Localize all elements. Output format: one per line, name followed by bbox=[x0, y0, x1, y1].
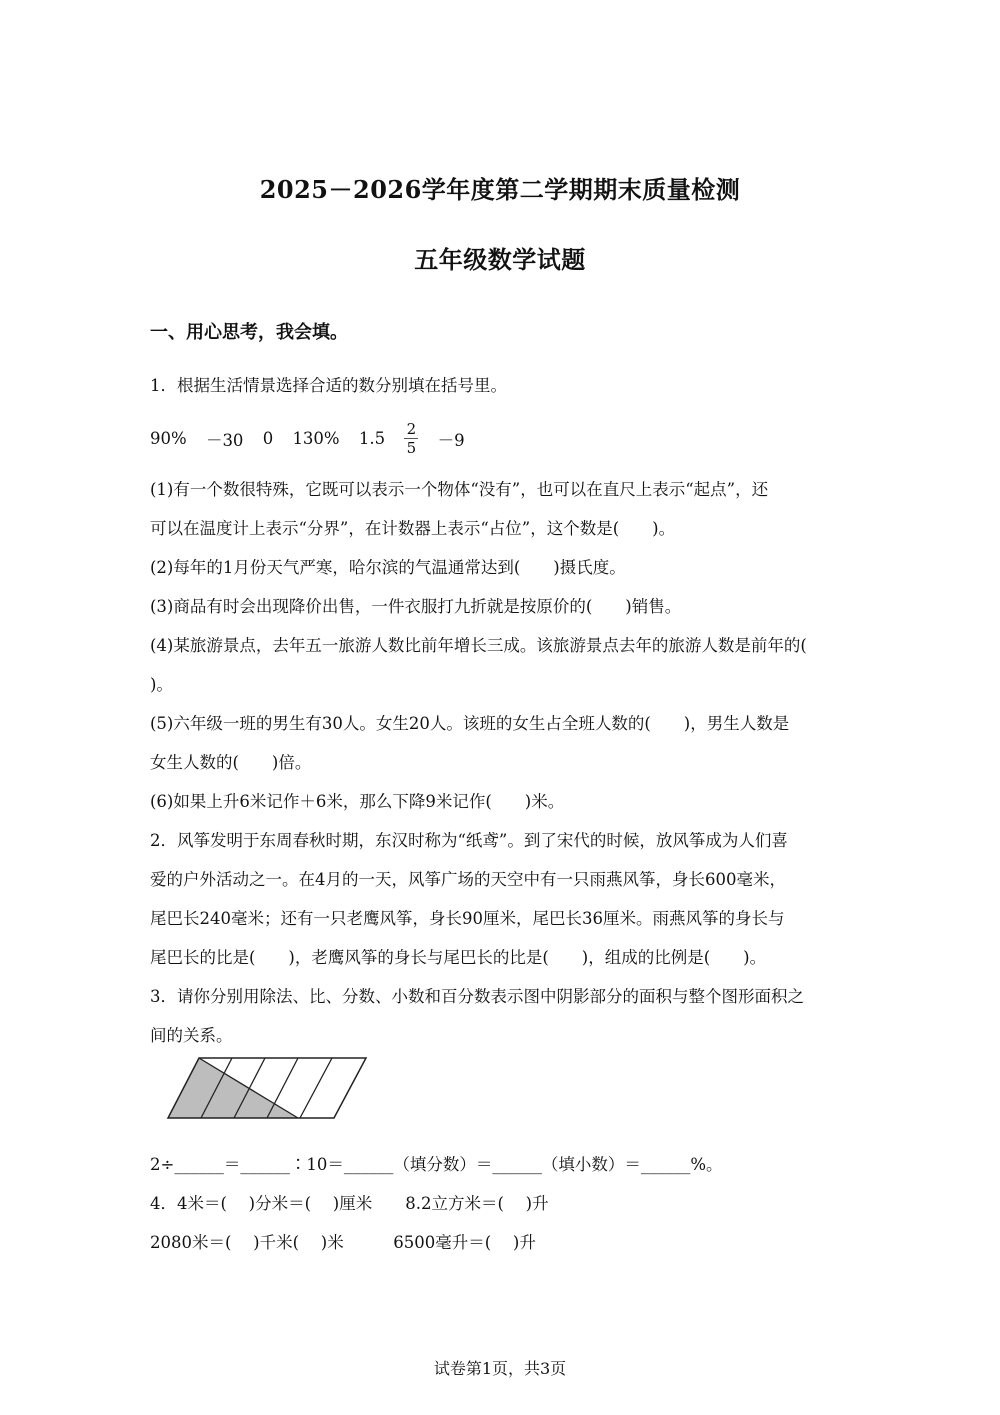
q3-line: 3．请你分别用除法、比、分数、小数和百分数表示图中阴影部分的面积与整个图形面积之 bbox=[150, 987, 804, 1006]
q1-number-options bbox=[150, 420, 479, 456]
option-number: 90% bbox=[150, 429, 187, 448]
q4-line: 4．4米＝( )分米＝( )厘米 8.2立方米＝( )升 bbox=[150, 1194, 549, 1213]
q2-line: 尾巴长的比是( )，老鹰风筝的身长与尾巴长的比是( )，组成的比例是( )。 bbox=[150, 948, 767, 967]
q1-prompt: 1．根据生活情景选择合适的数分别填在括号里。 bbox=[150, 376, 507, 395]
divider-line bbox=[300, 1058, 332, 1118]
q1-line: (1)有一个数很特殊，它既可以表示一个物体“没有”，也可以在直尺上表示“起点”，还 bbox=[150, 480, 769, 499]
q1-line: 可以在温度计上表示“分界”，在计数器上表示“占位”，这个数是( )。 bbox=[150, 519, 676, 538]
q1-line: (2)每年的1月份天气严寒，哈尔滨的气温通常达到( )摄氏度。 bbox=[150, 558, 626, 577]
exam-title: 2025－2026学年度第二学期期末质量检测 bbox=[259, 175, 741, 204]
option-number: 0 bbox=[262, 429, 274, 448]
option-number: 130% bbox=[292, 429, 340, 448]
option-number: －30 bbox=[205, 430, 244, 450]
q1-line: (3)商品有时会出现降价出售，一件衣服打九折就是按原价的( )销售。 bbox=[150, 597, 682, 616]
option-fraction bbox=[404, 420, 418, 457]
q1-line: (5)六年级一班的男生有30人。女生20人。该班的女生占全班人数的( )，男生人数是 bbox=[150, 714, 790, 733]
q1-line: (4)某旅游景点，去年五一旅游人数比前年增长三成。该旅游景点去年的旅游人数是前年的( bbox=[150, 636, 807, 655]
fraction-denominator: 5 bbox=[406, 439, 417, 457]
q1-line: (6)如果上升6米记作＋6米，那么下降9米记作( )米。 bbox=[150, 792, 565, 811]
q1-line: 女生人数的( )倍。 bbox=[150, 753, 312, 772]
option-number: 1.5 bbox=[358, 429, 386, 448]
q2-line: 尾巴长240毫米；还有一只老鹰风筝，身长90厘米，尾巴长36厘米。雨燕风筝的身长与 bbox=[150, 909, 785, 928]
shaded-parallelogram-figure bbox=[166, 1056, 368, 1120]
exam-subtitle: 五年级数学试题 bbox=[414, 245, 586, 274]
page-footer: 试卷第1页，共3页 bbox=[433, 1359, 567, 1378]
fraction-numerator: 2 bbox=[406, 420, 417, 438]
shaded-region bbox=[168, 1058, 298, 1118]
option-number: －9 bbox=[437, 430, 465, 450]
q2-line: 2．风筝发明于东周春秋时期，东汉时称为“纸鸢”。到了宋代的时候，放风筝成为人们喜 bbox=[150, 831, 788, 850]
section-heading: 一、用心思考，我会填。 bbox=[150, 322, 348, 343]
q3-answer-line: 2÷______＝______∶10＝______（填分数）＝______（填小数）＝______%。 bbox=[150, 1155, 723, 1174]
q2-line: 爱的户外活动之一。在4月的一天，风筝广场的天空中有一只雨燕风筝，身长600毫米， bbox=[150, 870, 786, 889]
q4-line: 2080米＝( )千米( )米 6500毫升＝( )升 bbox=[150, 1233, 536, 1252]
q1-line: )。 bbox=[150, 675, 173, 694]
q3-line: 间的关系。 bbox=[150, 1026, 233, 1045]
